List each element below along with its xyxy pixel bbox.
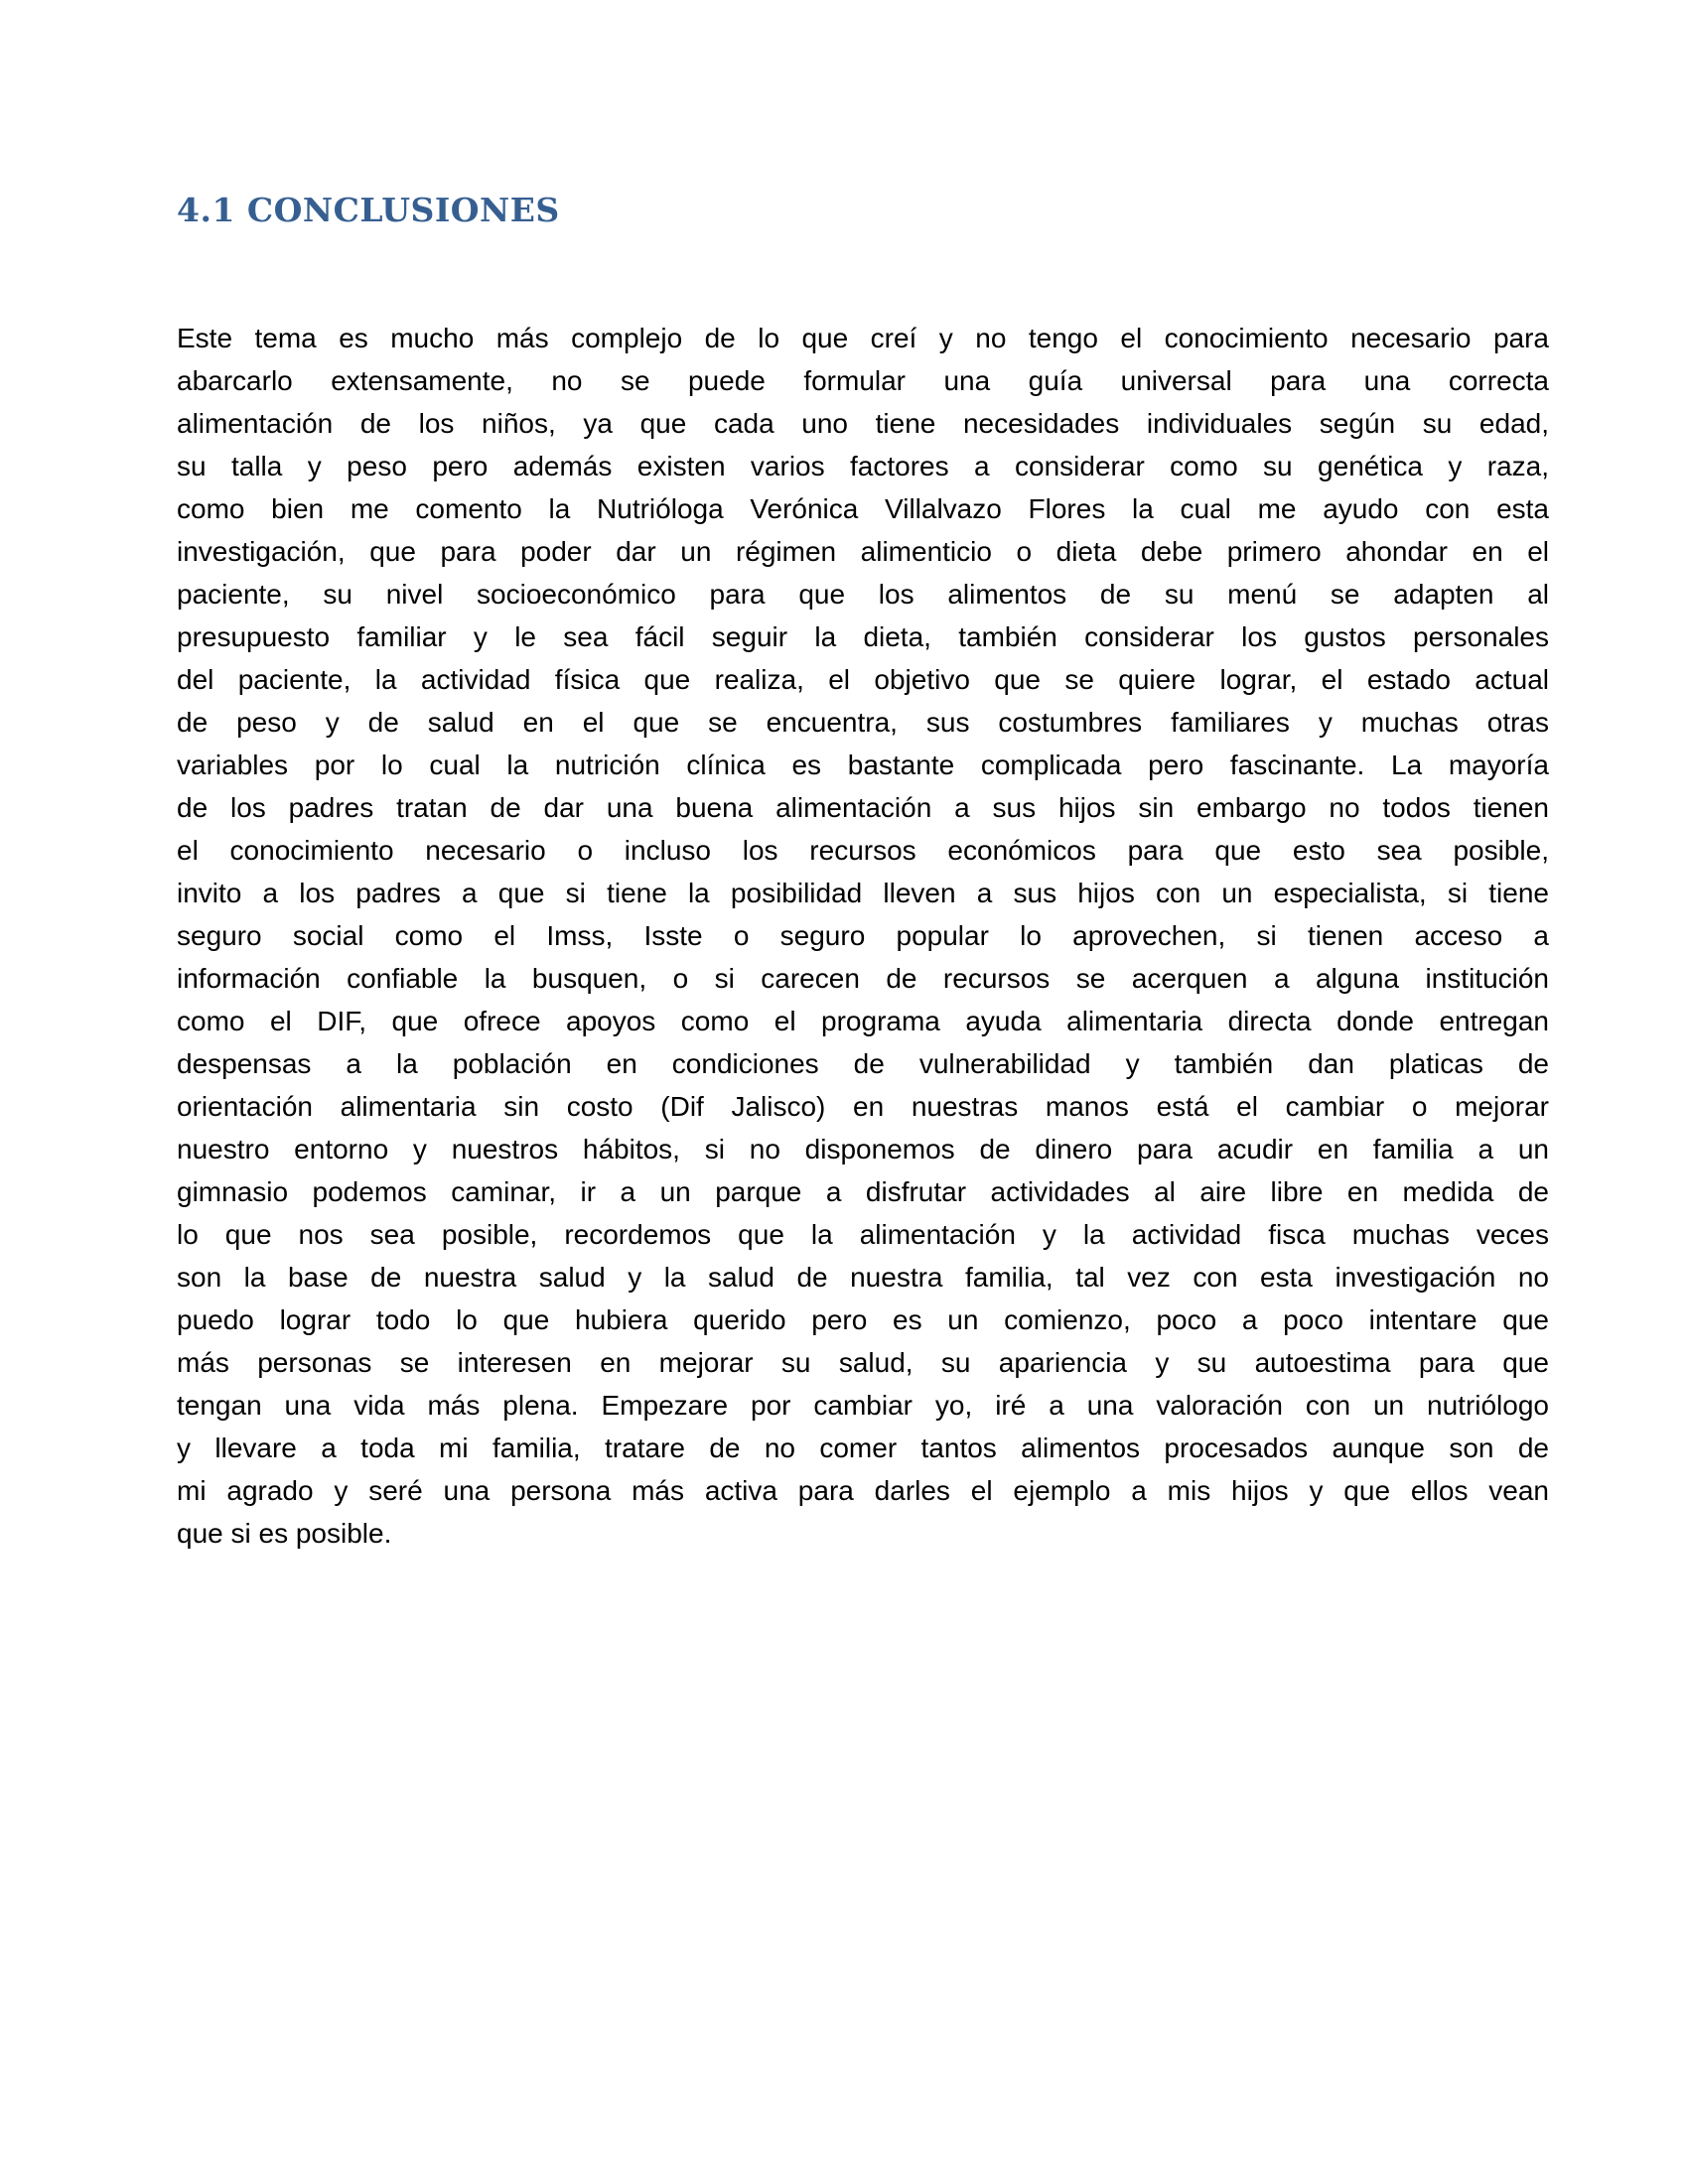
paragraph-line: y llevare a toda mi familia, tratare de no comer tantos alimentos procesados aunque son de: [177, 1432, 1549, 1463]
paragraph-line: nuestro entorno y nuestros hábitos, si no disponemos de dinero para acudir en familia a un: [177, 1133, 1549, 1164]
paragraph-line: como bien me comento la Nutrióloga Verónica Villalvazo Flores la cual me ayudo con esta: [177, 492, 1549, 524]
paragraph-line: su talla y peso pero además existen varios factores a considerar como su genética y raza,: [177, 450, 1549, 481]
section-heading: 4.1 CONCLUSIONES: [177, 191, 560, 229]
paragraph-line: del paciente, la actividad física que realiza, el objetivo que se quiere lograr, el estado actual: [177, 663, 1549, 695]
paragraph-line: más personas se interesen en mejorar su salud, su apariencia y su autoestima para que: [177, 1346, 1549, 1378]
paragraph-line: presupuesto familiar y le sea fácil seguir la dieta, también considerar los gustos personales: [177, 620, 1549, 652]
paragraph-line: orientación alimentaria sin costo (Dif Jalisco) en nuestras manos está el cambiar o mejorar: [177, 1090, 1549, 1122]
paragraph-line: de peso y de salud en el que se encuentra, sus costumbres familiares y muchas otras: [177, 706, 1549, 738]
paragraph-line: paciente, su nivel socioeconómico para que los alimentos de su menú se adapten al: [177, 578, 1549, 610]
paragraph-line: abarcarlo extensamente, no se puede formular una guía universal para una correcta: [177, 364, 1549, 396]
paragraph-line: tengan una vida más plena. Empezare por cambiar yo, iré a una valoración con un nutriólogo: [177, 1389, 1549, 1421]
body-paragraph: [177, 317, 1549, 1555]
paragraph-line: puedo lograr todo lo que hubiera querido pero es un comienzo, poco a poco intentare que: [177, 1303, 1549, 1335]
paragraph-line: de los padres tratan de dar una buena alimentación a sus hijos sin embargo no todos tienen: [177, 791, 1549, 823]
paragraph-line: Este tema es mucho más complejo de lo que creí y no tengo el conocimiento necesario para: [177, 322, 1549, 353]
paragraph-line: como el DIF, que ofrece apoyos como el programa ayuda alimentaria directa donde entregan: [177, 1005, 1549, 1036]
paragraph-line: lo que nos sea posible, recordemos que la alimentación y la actividad fisca muchas veces: [177, 1218, 1549, 1250]
paragraph-line: gimnasio podemos caminar, ir a un parque a disfrutar actividades al aire libre en medida de: [177, 1175, 1549, 1207]
paragraph-line: son la base de nuestra salud y la salud de nuestra familia, tal vez con esta investigación no: [177, 1261, 1549, 1293]
paragraph-line: el conocimiento necesario o incluso los recursos económicos para que esto sea posible,: [177, 834, 1549, 866]
paragraph-line: alimentación de los niños, ya que cada uno tiene necesidades individuales según su edad,: [177, 407, 1549, 439]
paragraph-line: seguro social como el Imss, Isste o seguro popular lo aprovechen, si tienen acceso a: [177, 919, 1549, 951]
paragraph-line: invito a los padres a que si tiene la posibilidad lleven a sus hijos con un especialista, si tiene: [177, 877, 1549, 908]
paragraph-line: que si es posible.: [177, 1517, 392, 1549]
paragraph-line: mi agrado y seré una persona más activa para darles el ejemplo a mis hijos y que ellos vean: [177, 1474, 1549, 1506]
paragraph-line: investigación, que para poder dar un régimen alimenticio o dieta debe primero ahondar en el: [177, 535, 1549, 567]
paragraph-line: variables por lo cual la nutrición clínica es bastante complicada pero fascinante. La mayoría: [177, 749, 1549, 780]
paragraph-line: información confiable la busquen, o si carecen de recursos se acerquen a alguna institución: [177, 962, 1549, 994]
paragraph-line: despensas a la población en condiciones de vulnerabilidad y también dan platicas de: [177, 1047, 1549, 1079]
